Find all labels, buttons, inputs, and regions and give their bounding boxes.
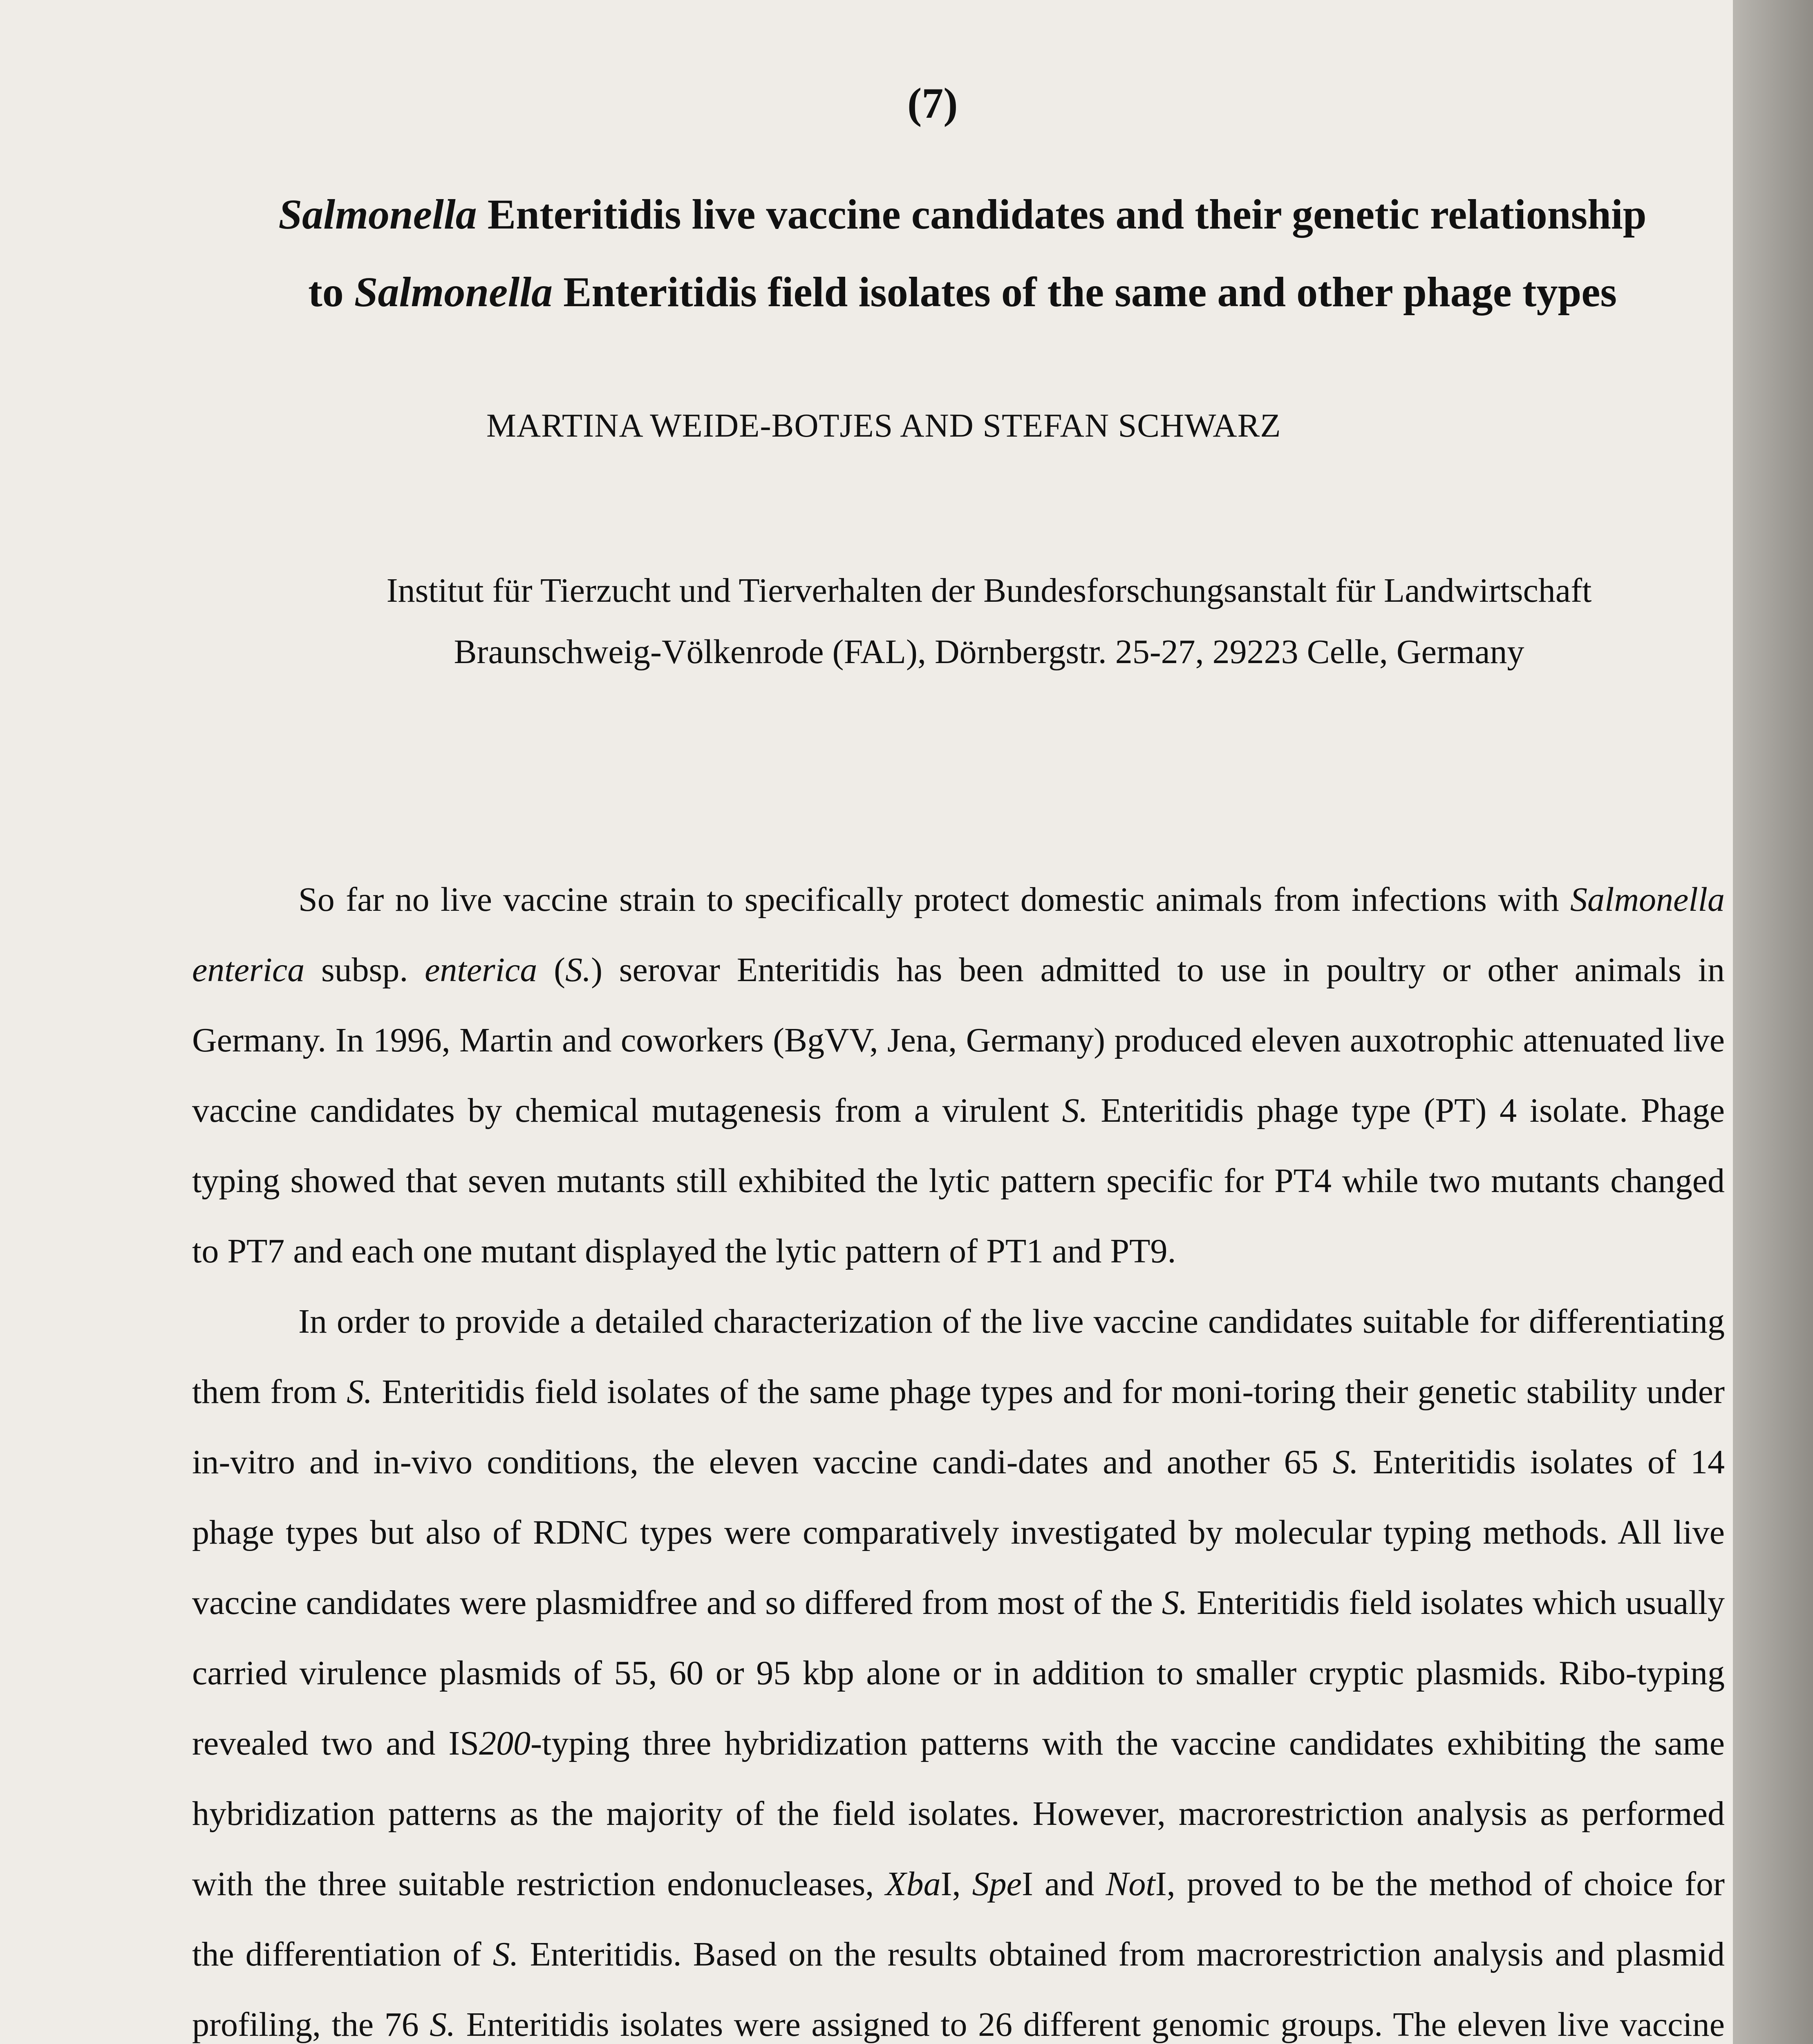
title-text: Enteritidis live vaccine candidates and their genetic relationship (477, 191, 1647, 238)
text-span: ( (537, 951, 566, 989)
italic-span: S. (565, 951, 591, 989)
affiliation-line-1: Institut für Tierzucht und Tierverhalten der Bundesforschungsanstalt für Landwirtschaft (386, 572, 1592, 610)
affiliation-line-2: Braunschweig-Völkenrode (FAL), Dörnbergstr. 25-27, 29223 Celle, Germany (454, 633, 1524, 671)
italic-span: Xba (885, 1865, 941, 1903)
italic-span: Not (1106, 1865, 1155, 1903)
section-number: (7) (907, 79, 958, 127)
italic-span: Spe (972, 1865, 1022, 1903)
page-content (176, 74, 1725, 2044)
text-span: Enteritidis isolates were assigned to 26 different genomic groups. The eleven live vaccine (466, 2006, 1725, 2044)
text-span: Enteritidis phage type (PT) 4 isolate. Phage typing showed that seven mutants still exhibited the lytic pattern specific for PT4 while two mutants changed to PT7 and each one mutant displayed the lytic pattern of PT1 and PT9. (192, 1091, 1725, 1270)
text-span: Enteritidis. Based on the results obtained from macrorestriction analysis and plasmid profiling, the 76 (192, 1935, 1725, 2044)
text-span: Enteritidis field isolates which usually carried virulence plasmids of 55, 60 or 95 kbp alone or in addition to smaller cryptic plasmids. Ribo-typing revealed two and IS (192, 1584, 1725, 1762)
text-span: I, proved to be the method of choice for the differentiation of (192, 1865, 1725, 1973)
italic-span: 200 (479, 1724, 531, 1762)
title-text: Enteritidis field isolates of the same and other phage types (553, 269, 1617, 316)
text-span: So far no live vaccine strain to specifically protect domestic animals from infections with (298, 881, 1571, 919)
text-span: -typing three hybridization patterns with the vaccine candidates exhibiting the same hybridization patterns as the majority of the field isolates. However, macrorestriction analysis as performed with the three suitable restriction endonucleases, (192, 1724, 1725, 1903)
page-right-edge (1733, 0, 1813, 2044)
italic-span: S. (492, 1935, 519, 1973)
text-span: subsp. (304, 951, 425, 989)
italic-span: S. (430, 2006, 456, 2044)
text-span: Enteritidis isolates of 14 phage types but also of RDNC types were comparatively investigated by molecular typing methods. All live vaccine candidates were plasmidfree and so differed from most of the (192, 1443, 1725, 1622)
italic-span: S. (347, 1373, 373, 1411)
italic-span: S. (1062, 1091, 1088, 1130)
italic-span: Salmonella enterica (192, 881, 1725, 989)
text-span: Enteritidis field isolates of the same phage types and for moni-toring their genetic stability under in-vitro and in-vivo conditions, the eleven vaccine candi-dates and another 65 (192, 1373, 1725, 1481)
text-span: I and (1021, 1865, 1106, 1903)
affiliation (253, 560, 1725, 683)
italic-span: enterica (425, 951, 537, 989)
italic-span: S. (1332, 1443, 1359, 1481)
title-prefix: to (308, 269, 354, 316)
text-span: I, (940, 1865, 972, 1903)
title-line-1 (204, 176, 1721, 253)
text-span: ) serovar Enteritidis has been admitted to use in poultry or other animals in Germany. In 1996, Martin and coworkers (BgVV, Jena, Germany) produced eleven auxotrophic attenuated live vaccine candidates by chemical mutagenesis from a virulent (192, 951, 1725, 1130)
paragraph-1 (192, 865, 1725, 1286)
title-line-2 (204, 253, 1721, 331)
title-italic-genus: Salmonella (354, 269, 553, 316)
paper-title (204, 176, 1721, 331)
italic-span: S. (1162, 1584, 1188, 1622)
paragraph-2 (192, 1286, 1725, 2044)
title-italic-genus: Salmonella (278, 191, 477, 238)
abstract-body (192, 865, 1725, 2044)
authors: MARTINA WEIDE-BOTJES AND STEFAN SCHWARZ (486, 407, 1281, 444)
text-span: In order to provide a detailed characterization of the live vaccine candidates suitable for differentiating them from (192, 1302, 1725, 1411)
